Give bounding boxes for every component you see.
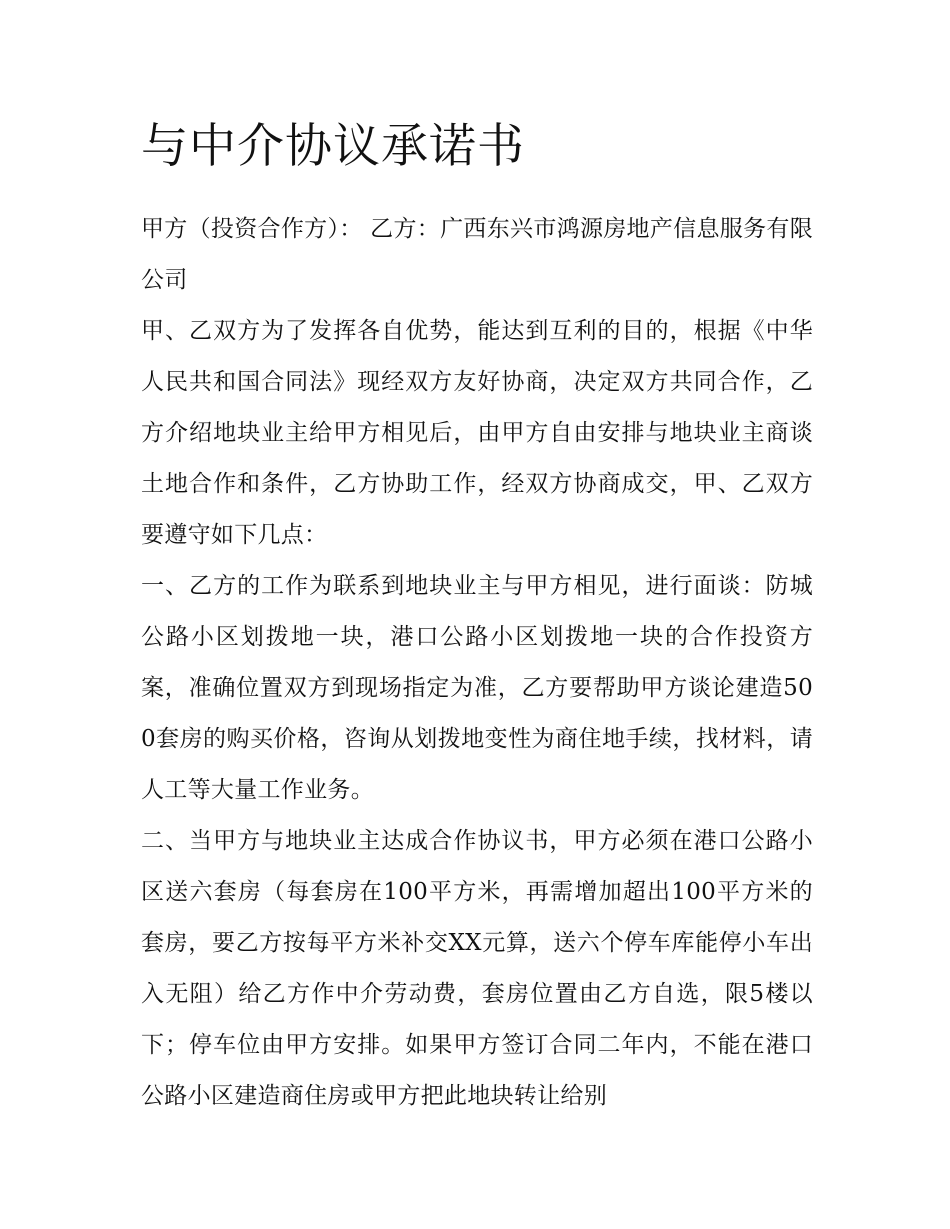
intro-paragraph: 甲、乙双方为了发挥各自优势，能达到互利的目的，根据《中华人民共和国合同法》现经双方友好协商，决定双方共同合作，乙方介绍地块业主给甲方相见后，由甲方自由安排与地块业主商谈土地合作和条件，乙方协助工作，经双方协商成交，甲、乙双方要遵守如下几点： (141, 318, 813, 548)
document-title: 与中介协议承诺书 (141, 119, 525, 174)
parties-paragraph: 甲方（投资合作方）： 乙方：广西东兴市鸿源房地产信息服务有限公司 (141, 216, 813, 293)
document-body (141, 112, 813, 1122)
clause-two-paragraph: 二、当甲方与地块业主达成合作协议书，甲方必须在港口公路小区送六套房（每套房在100平方米，再需增加超出100平方米的套房，要乙方按每平方米补交XX元算，送六个停车库能停小车出入无阻）给乙方作中介劳动费，套房位置由乙方自选，限5楼以下；停车位由甲方安排。如果甲方签订合同二年内，不能在港口公路小区建造商住房或甲方把此地块转让给别 (141, 828, 813, 1109)
clause-one-paragraph: 一、乙方的工作为联系到地块业主与甲方相见，进行面谈：防城公路小区划拨地一块，港口公路小区划拨地一块的合作投资方案，准确位置双方到现场指定为准，乙方要帮助甲方谈论建造500套房的购买价格，咨询从划拨地变性为商住地手续，找材料，请人工等大量工作业务。 (141, 573, 813, 803)
